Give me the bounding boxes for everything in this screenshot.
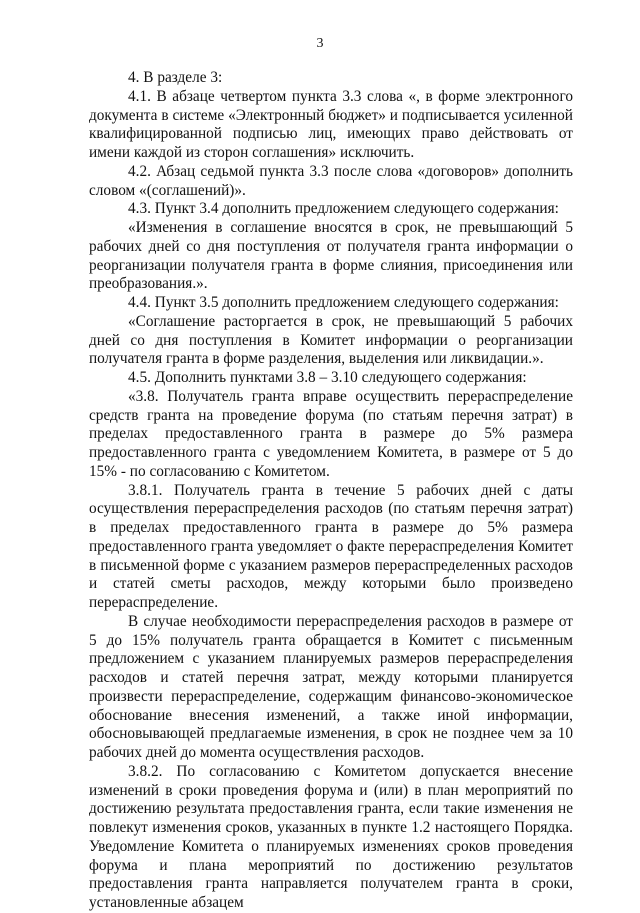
paragraph-3-8-2: 3.8.2. По согласованию с Комитетом допускается внесение изменений в сроки проведения форума и (или) в план мероприятий по достижению результата предоставления гранта, если такие изменения не повлекут изменения сроков, указанных в пункте 1.2 настоящего Порядка. Уведомление Комитета о планируемых изменениях сроков проведения форума и плана мероприятий по достижению результатов предоставления гранта направляется получателем гранта в сроки, установленные абзацем bbox=[89, 762, 573, 911]
paragraph-3-8: «3.8. Получатель гранта вправе осуществить перераспределение средств гранта на проведение форума (по статьям перечня затрат) в пределах предоставленного гранта в размере до 5% размера предоставленного гранта с уведомлением Комитета, в размере от 5 до 15% - по согласованию с Комитетом. bbox=[89, 387, 573, 480]
paragraph-4-2: 4.2. Абзац седьмой пункта 3.3 после слова «договоров» дополнить словом «(соглашений)». bbox=[89, 162, 573, 199]
paragraph-4-1: 4.1. В абзаце четвертом пункта 3.3 слова «, в форме электронного документа в системе «Электронный бюджет» и подписывается усиленной квалифицированной подписью лиц, имеющих право действовать от имени каждой из сторон соглашения» исключить. bbox=[89, 87, 573, 161]
paragraph-4-5: 4.5. Дополнить пунктами 3.8 – 3.10 следующего содержания: bbox=[128, 369, 527, 386]
paragraph-3-8-1-continued: В случае необходимости перераспределения расходов в размере от 5 до 15% получатель гранта обращается в Комитет с письменным предложением с указанием планируемых размеров перераспределения расходов и статей перечня затрат, между которыми планируется произвести перераспределение, содержащим финансово-экономическое обоснование внесения изменений, а также иной информации, обосновывающей предлагаемые изменения, в срок не позднее чем за 10 рабочих дней до момента осуществления расходов. bbox=[89, 612, 573, 761]
page-number: 3 bbox=[316, 36, 324, 51]
document-body bbox=[89, 69, 573, 913]
paragraph-4-3: 4.3. Пункт 3.4 дополнить предложением следующего содержания: bbox=[128, 200, 559, 218]
paragraph-section-4-heading: 4. В разделе 3: bbox=[128, 69, 223, 86]
paragraph-4-4-quote: «Соглашение расторгается в срок, не превышающий 5 рабочих дней со дня поступления в Комитет информации о реорганизации получателя гранта в форме разделения, выделения или ликвидации.». bbox=[89, 312, 573, 368]
paragraph-4-3-quote: «Изменения в соглашение вносятся в срок, не превышающий 5 рабочих дней со дня поступления от получателя гранта информации о реорганизации получателя гранта в форме слияния, присоединения или преобразования.». bbox=[89, 219, 573, 293]
paragraph-4-4: 4.4. Пункт 3.5 дополнить предложением следующего содержания: bbox=[128, 294, 559, 311]
paragraph-3-8-1: 3.8.1. Получатель гранта в течение 5 рабочих дней с даты осуществления перераспределения расходов (по статьям перечня затрат) в пределах предоставленного гранта в размере до 5% размера предоставленного гранта уведомляет о факте перераспределения Комитет в письменной форме с указанием размеров перераспределенных расходов и статей сметы расходов, между которыми было произведено перераспределение. bbox=[89, 481, 573, 611]
